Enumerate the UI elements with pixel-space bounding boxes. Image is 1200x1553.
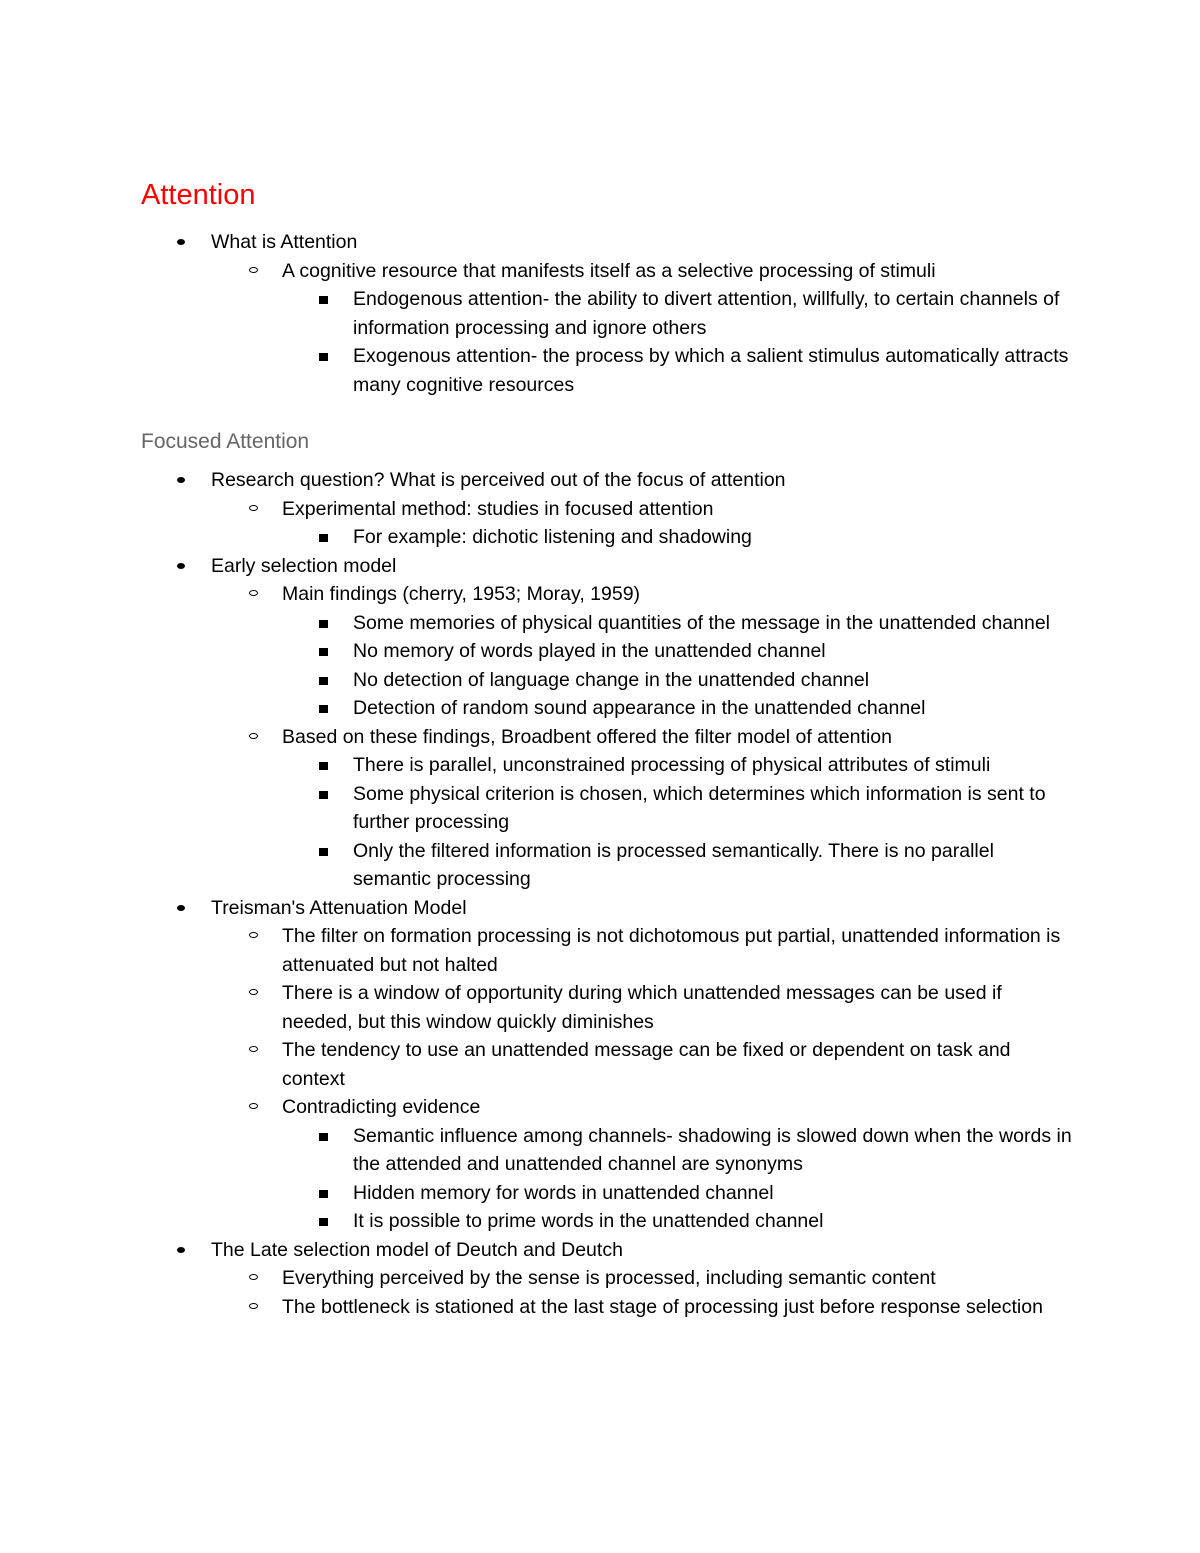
list-item xyxy=(0,1236,1200,1322)
list-item-text: Hidden memory for words in unattended channel xyxy=(353,1181,774,1204)
list-item xyxy=(0,609,1200,638)
list-item-row xyxy=(0,894,1071,923)
hollow-circle-bullet-icon xyxy=(249,505,258,511)
list-item xyxy=(0,1122,1200,1179)
outline-level-3 xyxy=(0,285,1200,399)
list-item-row xyxy=(0,609,1072,638)
hollow-circle-bullet-icon xyxy=(249,1046,258,1052)
list-item-row xyxy=(0,1207,1072,1236)
hollow-circle-bullet-icon xyxy=(249,1103,258,1109)
outline-level-2 xyxy=(0,257,1200,400)
hollow-circle-bullet-icon xyxy=(249,1274,258,1280)
list-item-row xyxy=(0,723,1072,752)
outline-level-1 xyxy=(0,228,1200,399)
list-item-text: The bottleneck is stationed at the last stage of processing just before response selection xyxy=(282,1295,1043,1318)
list-item xyxy=(0,723,1200,894)
hollow-circle-bullet-icon xyxy=(249,267,258,273)
list-item-row xyxy=(0,523,1072,552)
list-item xyxy=(0,285,1200,342)
list-item xyxy=(0,922,1200,979)
list-item xyxy=(0,1293,1200,1322)
list-item-text: Detection of random sound appearance in the unattended channel xyxy=(353,697,926,719)
list-item-row xyxy=(0,1179,1072,1208)
outline-level-3 xyxy=(0,609,1200,723)
filled-square-bullet-icon xyxy=(319,534,328,542)
list-item-row xyxy=(0,922,1072,979)
list-item-text: Exogenous attention- the process by which a salient stimulus automatically attracts many cognitive resources xyxy=(353,345,1069,396)
list-item-text: Research question? What is perceived out of the focus of attention xyxy=(211,469,786,491)
list-item-text: Endogenous attention- the ability to divert attention, willfully, to certain channels of information processing and ignore others xyxy=(353,288,1060,339)
list-item-text: Based on these findings, Broadbent offered the filter model of attention xyxy=(282,725,892,748)
list-item xyxy=(0,1179,1200,1208)
list-item-row xyxy=(0,342,1072,399)
filled-square-bullet-icon xyxy=(319,705,328,713)
list-item-row xyxy=(0,1264,1072,1293)
outline-level-2 xyxy=(0,922,1200,1236)
list-item-row xyxy=(0,694,1072,723)
list-item xyxy=(0,228,1200,399)
filled-circle-bullet-icon xyxy=(177,477,185,483)
list-item-row xyxy=(0,1093,1072,1122)
list-item xyxy=(0,523,1200,552)
attention-outline xyxy=(0,228,1200,399)
list-item-row xyxy=(0,979,1072,1036)
filled-square-bullet-icon xyxy=(319,1190,328,1198)
focused-attention-outline xyxy=(0,466,1200,1321)
filled-circle-bullet-icon xyxy=(177,563,185,569)
filled-square-bullet-icon xyxy=(319,1218,328,1226)
list-item-row xyxy=(0,751,1072,780)
list-item-row xyxy=(0,666,1072,695)
list-item-row xyxy=(0,285,1072,342)
list-item-row xyxy=(0,466,1071,495)
filled-circle-bullet-icon xyxy=(177,905,185,911)
list-item-row xyxy=(0,1036,1072,1093)
list-item-text: What is Attention xyxy=(211,231,358,253)
list-item xyxy=(0,552,1200,894)
list-item-text: The tendency to use an unattended message can be fixed or dependent on task and context xyxy=(282,1039,1011,1090)
list-item-text: The filter on formation processing is not dichotomous put partial, unattended information is attenuated but not halted xyxy=(282,925,1061,976)
list-item-row xyxy=(0,495,1072,524)
list-item-text: Experimental method: studies in focused attention xyxy=(282,497,714,520)
hollow-circle-bullet-icon xyxy=(249,1303,258,1309)
list-item-text: Only the filtered information is processed semantically. There is no parallel semantic processing xyxy=(353,839,994,890)
list-item-text: Semantic influence among channels- shadowing is slowed down when the words in the attended and unattended channel are synonyms xyxy=(353,1124,1072,1175)
filled-square-bullet-icon xyxy=(319,848,328,856)
outline-level-3 xyxy=(0,523,1200,552)
list-item-row xyxy=(0,837,1072,894)
list-item-row xyxy=(0,552,1071,581)
list-item xyxy=(0,894,1200,1236)
hollow-circle-bullet-icon xyxy=(249,733,258,739)
filled-circle-bullet-icon xyxy=(177,239,185,245)
outline-level-3 xyxy=(0,1122,1200,1236)
list-item xyxy=(0,580,1200,723)
list-item-row xyxy=(0,1293,1072,1322)
list-item xyxy=(0,1036,1200,1093)
list-item xyxy=(0,342,1200,399)
list-item xyxy=(0,837,1200,894)
filled-square-bullet-icon xyxy=(319,648,328,656)
list-item xyxy=(0,1093,1200,1236)
hollow-circle-bullet-icon xyxy=(249,932,258,938)
list-item-text: Treisman's Attenuation Model xyxy=(211,896,467,919)
list-item xyxy=(0,466,1200,552)
list-item-row xyxy=(0,1122,1072,1179)
list-item-row xyxy=(0,1236,1071,1265)
list-item-text: Some memories of physical quantities of the message in the unattended channel xyxy=(353,611,1051,634)
list-item xyxy=(0,1264,1200,1293)
list-item-text: There is parallel, unconstrained processing of physical attributes of stimuli xyxy=(353,754,991,776)
list-item xyxy=(0,694,1200,723)
list-item-text: No detection of language change in the unattended channel xyxy=(353,668,870,691)
filled-square-bullet-icon xyxy=(319,791,328,799)
outline-level-2 xyxy=(0,495,1200,552)
list-item-text: The Late selection model of Deutch and Deutch xyxy=(211,1238,623,1261)
list-item-row xyxy=(0,780,1072,837)
list-item-row xyxy=(0,257,1072,286)
filled-square-bullet-icon xyxy=(319,620,328,628)
list-item-text: Main findings (cherry, 1953; Moray, 1959) xyxy=(282,583,641,605)
list-item-text: Contradicting evidence xyxy=(282,1096,481,1118)
focused-attention-heading: Focused Attention xyxy=(141,430,310,453)
filled-square-bullet-icon xyxy=(319,353,328,361)
list-item-row xyxy=(0,637,1072,666)
hollow-circle-bullet-icon xyxy=(249,989,258,995)
list-item xyxy=(0,751,1200,780)
outline-level-1 xyxy=(0,466,1200,1321)
list-item-text: For example: dichotic listening and shadowing xyxy=(353,526,752,548)
list-item-text: There is a window of opportunity during which unattended messages can be used if needed, but this window quickly diminishes xyxy=(282,982,1002,1033)
filled-square-bullet-icon xyxy=(319,296,328,304)
list-item-text: Everything perceived by the sense is processed, including semantic content xyxy=(282,1267,936,1289)
filled-square-bullet-icon xyxy=(319,762,328,770)
list-item xyxy=(0,1207,1200,1236)
list-item-text: Early selection model xyxy=(211,554,397,577)
outline-level-2 xyxy=(0,1264,1200,1321)
list-item-text: No memory of words played in the unattended channel xyxy=(353,640,826,662)
filled-circle-bullet-icon xyxy=(177,1247,185,1253)
list-item-row xyxy=(0,580,1072,609)
list-item xyxy=(0,637,1200,666)
outline-level-2 xyxy=(0,580,1200,894)
filled-square-bullet-icon xyxy=(319,1133,328,1141)
list-item-text: Some physical criterion is chosen, which determines which information is sent to further processing xyxy=(353,782,1046,833)
hollow-circle-bullet-icon xyxy=(249,590,258,596)
outline-level-3 xyxy=(0,751,1200,894)
list-item xyxy=(0,495,1200,552)
list-item xyxy=(0,257,1200,400)
list-item-text: It is possible to prime words in the unattended channel xyxy=(353,1210,824,1232)
list-item xyxy=(0,979,1200,1036)
filled-square-bullet-icon xyxy=(319,677,328,685)
list-item-row xyxy=(0,228,1071,257)
document-title: Attention xyxy=(141,179,256,211)
list-item xyxy=(0,666,1200,695)
list-item-text: A cognitive resource that manifests itself as a selective processing of stimuli xyxy=(282,259,936,282)
list-item xyxy=(0,780,1200,837)
